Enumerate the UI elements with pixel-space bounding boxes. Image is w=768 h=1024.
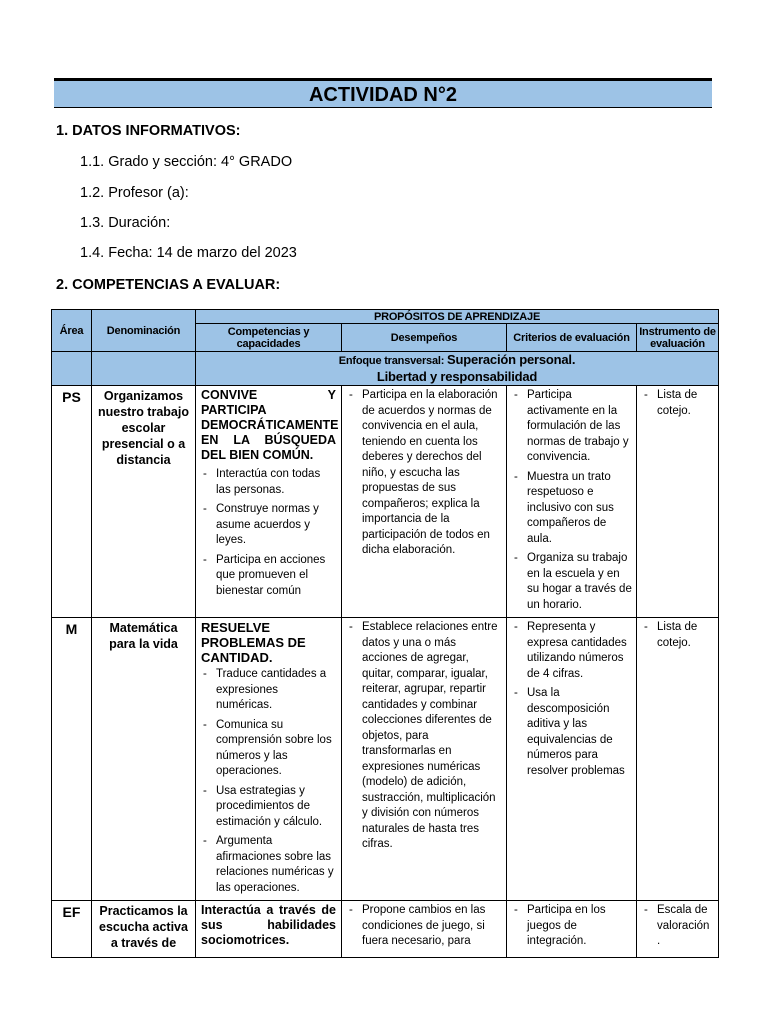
enfoque-value2: Libertad y responsabilidad [376, 369, 538, 384]
header-area: Área [52, 310, 92, 352]
desempeno-item: - Establece relaciones entre datos y una o más acciones de agregar, quitar, comparar, igualar, reiterar, agrupar, repartir cantidades y combinar colecciones diferentes de objetos, para transformarlas en expresiones numéricas (modelo) de adición, sustracción, multiplicación y división con números naturales de hasta tres cifras. [348, 620, 502, 853]
row-competencia-cell [196, 901, 342, 958]
criterio-item: - Organiza su trabajo en la escuela y en su hogar a través de un horario. [513, 551, 632, 613]
row-desempenos-cell [342, 386, 507, 618]
row-criterios-cell [507, 901, 637, 958]
row-competencia-cell [196, 618, 342, 901]
row-denominacion: Practicamos la escucha activa a través de [92, 901, 196, 958]
row-desempenos-cell [342, 901, 507, 958]
row-instrumento-cell [637, 901, 719, 958]
row-instrumento-cell [637, 386, 719, 618]
capacidad-item: - Usa estrategias y procedimientos de estimación y cálculo. [202, 784, 337, 831]
header-desempenos: Desempeños [342, 324, 507, 352]
competencia-title: Interactúa a través de sus habilidades sociomotrices. [201, 903, 336, 947]
capacidad-item: - Argumenta afirmaciones sobre las relaciones numéricas y las operaciones. [202, 834, 337, 896]
competencia-title: CONVIVE Y PARTICIPA DEMOCRÁTICAMENTE EN LA BÚSQUEDA DEL BIEN COMÚN. [201, 388, 339, 462]
instrumento-item: - Lista de cotejo. [643, 388, 714, 419]
table-row [52, 386, 719, 618]
criterio-item: - Participa activamente en la formulación de las normas de trabajo y convivencia. [513, 388, 632, 466]
competencias-table [51, 309, 719, 958]
capacidad-item: - Comunica su comprensión sobre los números y las operaciones. [202, 718, 337, 780]
table-row [52, 618, 719, 901]
section-datos-informativos: 1. DATOS INFORMATIVOS: [56, 123, 241, 139]
info-grado: 1.1. Grado y sección: 4° GRADO [80, 154, 293, 170]
table-row [52, 901, 719, 958]
capacidad-item: - Traduce cantidades a expresiones numéricas. [202, 667, 337, 714]
capacidad-item: - Interactúa con todas las personas. [202, 467, 337, 498]
row-area: PS [52, 386, 92, 618]
competencia-title: RESUELVE PROBLEMAS DE CANTIDAD. [201, 620, 306, 665]
capacidad-item: - Participa en acciones que promueven el bienestar común [202, 553, 337, 600]
row-criterios-cell [507, 618, 637, 901]
instrumento-item: - Escala de valoración . [643, 903, 714, 950]
header-criterios: Criterios de evaluación [507, 324, 637, 352]
header-competencias: Competencias y capacidades [196, 324, 342, 352]
row-instrumento-cell [637, 618, 719, 901]
criterio-item: - Usa la descomposición aditiva y las equivalencias de números para resolver problemas [513, 686, 632, 779]
info-duracion: 1.3. Duración: [80, 215, 171, 231]
row-criterios-cell [507, 386, 637, 618]
header-denominacion: Denominación [92, 310, 196, 352]
row-area: M [52, 618, 92, 901]
desempeno-item: - Participa en la elaboración de acuerdos y normas de convivencia en el aula, teniendo en cuenta los deberes y derechos del niño, y escucha las propuestas de sus compañeros; explica la importancia de la participación de todos en dicha elaboración. [348, 388, 502, 559]
row-denominacion: Organizamos nuestro trabajo escolar presencial o a distancia [92, 386, 196, 618]
desempeno-item: - Propone cambios en las condiciones de juego, si fuera necesario, para [348, 903, 502, 950]
activity-title: ACTIVIDAD N°2 [308, 84, 457, 106]
row-area: EF [52, 901, 92, 958]
header-propositos: PROPÓSITOS DE APRENDIZAJE [196, 310, 719, 324]
enfoque-value: Superación personal. [447, 352, 576, 367]
activity-title-bar [54, 78, 712, 108]
info-fecha: 1.4. Fecha: 14 de marzo del 2023 [80, 245, 297, 261]
criterio-item: - Participa en los juegos de integración. [513, 903, 632, 950]
row-competencia-cell [196, 386, 342, 618]
info-profesor: 1.2. Profesor (a): [80, 185, 189, 201]
header-enfoque [196, 352, 719, 386]
row-denominacion: Matemática para la vida [92, 618, 196, 901]
section-competencias: 2. COMPETENCIAS A EVALUAR: [56, 277, 281, 293]
row-desempenos-cell [342, 618, 507, 901]
capacidad-item: - Construye normas y asume acuerdos y leyes. [202, 502, 337, 549]
criterio-item: - Representa y expresa cantidades utilizando números de 4 cifras. [513, 620, 632, 682]
instrumento-item: - Lista de cotejo. [643, 620, 714, 651]
criterio-item: - Muestra un trato respetuoso e inclusivo con sus compañeros de aula. [513, 470, 632, 548]
header-instrumento: Instrumento de evaluación [637, 324, 719, 352]
enfoque-label: Enfoque transversal: [338, 355, 448, 367]
